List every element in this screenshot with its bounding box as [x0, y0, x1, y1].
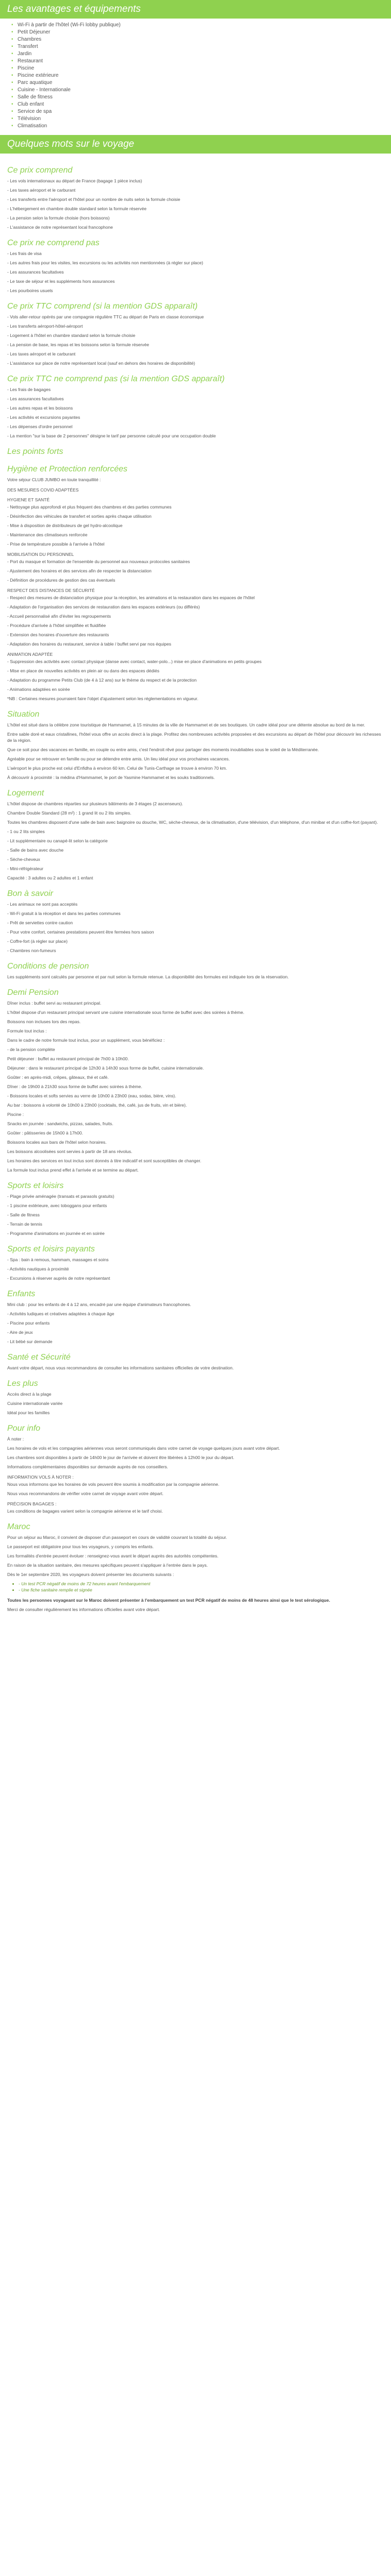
amenity-item: • Transfert	[11, 43, 384, 50]
paragraph: Entre sable doré et eaux cristallines, l'hôtel vous offre un accès direct à la plage. Profitez des nombreuses activités proposées et des excursions au départ de l'hôtel pour découvrir les richesses de la région.	[7, 732, 381, 743]
section-heading: Ce prix ne comprend pas	[7, 239, 100, 247]
paragraph: - Aire de jeux	[7, 1330, 33, 1335]
amenity-item: • Petit Déjeuner	[11, 29, 384, 36]
paragraph: - Coffre-fort (à régler sur place)	[7, 939, 68, 944]
paragraph: Capacité : 3 adultes ou 2 adultes et 1 enfant	[7, 875, 93, 880]
paragraph: - Les autres repas et les boissons	[7, 405, 73, 411]
section-heading: Ce prix TTC ne comprend pas (si la mention GDS apparaît)	[7, 375, 225, 383]
paragraph: - Salle de fitness	[7, 1212, 40, 1217]
subsection-caption: RESPECT DES DISTANCES DE SÉCURITÉ	[7, 588, 95, 593]
paragraph: Petit déjeuner : buffet au restaurant principal de 7h00 à 10h00.	[7, 1056, 129, 1061]
paragraph: Nous vous recommandons de vérifier votre carnet de voyage avant votre départ.	[7, 1491, 164, 1496]
paragraph: Les boissons alcoolisées sont servies à partir de 18 ans révolus.	[7, 1149, 133, 1154]
paragraph: - 1 ou 2 lits simples	[7, 829, 45, 834]
paragraph: - Nettoyage plus approfondi et plus fréquent des chambres et des parties communes	[7, 504, 172, 510]
amenity-item: • Cuisine - Internationale	[11, 87, 384, 94]
section-heading: Conditions de pension	[7, 962, 89, 971]
amenity-item: • Wi-Fi à partir de l'hôtel (Wi-Fi lobby publique)	[11, 22, 384, 29]
paragraph: Cuisine internationale variée	[7, 1401, 63, 1406]
paragraph: - Maintenance des climatiseurs renforcée	[7, 532, 88, 537]
paragraph: - Les taxes aéroport et le carburant	[7, 188, 76, 193]
paragraph: - Ajustement des horaires et des services afin de respecter la distanciation	[7, 568, 152, 573]
paragraph: - Les frais de visa	[7, 251, 42, 256]
paragraph: À noter :	[7, 1436, 24, 1442]
amenities-header: Les avantages et équipements	[0, 0, 391, 19]
paragraph: - L'assistance sur place de notre représentant local (sauf en dehors des horaires de disponibilité)	[7, 361, 196, 366]
section-heading: Logement	[7, 789, 44, 798]
info-header: Quelques mots sur le voyage	[0, 135, 391, 154]
paragraph: Idéal pour les familles	[7, 1410, 50, 1415]
paragraph: - Activités nautiques à proximité	[7, 1266, 69, 1272]
paragraph: Informations complémentaires disponibles sur demande auprès de nos conseillers.	[7, 1464, 168, 1469]
paragraph: - Adaptation des horaires du restaurant, service à table / buffet servi par nos équipes	[7, 641, 171, 647]
paragraph: - Adaptation du programme Petits Club (de 4 à 12 ans) sur le thème du respect et de la protection	[7, 677, 197, 683]
paragraph: Formule tout inclus :	[7, 1028, 47, 1033]
paragraph: - Lit supplémentaire ou canapé-lit selon la catégorie	[7, 838, 108, 843]
paragraph: Nous vous informons que les horaires de vols peuvent être soumis à modification par la compagnie aérienne.	[7, 1482, 220, 1487]
paragraph: - Salle de bains avec douche	[7, 848, 64, 853]
subsection-caption: INFORMATION VOLS À NOTER :	[7, 1475, 74, 1480]
paragraph: - Procédure d'arrivée à l'hôtel simplifiée et fluidifiée	[7, 623, 106, 628]
paragraph: Toutes les chambres disposent d'une salle de bain avec baignoire ou douche, WC, sèche-cheveux, de la climatisation, d'une télévision, d'un téléphone, d'un minibar et d'un coffre-fort (payant).	[7, 820, 378, 825]
paragraph: - Lit bébé sur demande	[7, 1339, 53, 1344]
paragraph: - Activités ludiques et créatives adaptées à chaque âge	[7, 1311, 115, 1316]
section-heading: Sports et loisirs	[7, 1181, 64, 1190]
notice-paragraph: Toutes les personnes voyageant sur le Maroc doivent présenter à l'embarquement un test PCR négatif de moins de 48 heures ainsi que le test sérologique.	[7, 1598, 330, 1603]
amenity-item: • Piscine extérieure	[11, 72, 384, 79]
subsection-caption: DES MESURES COVID ADAPTÉES	[7, 487, 79, 493]
paragraph: L'hôtel dispose de chambres réparties sur plusieurs bâtiments de 3 étages (2 ascenseurs).	[7, 801, 183, 806]
paragraph: - Spa : bain à remous, hammam, massages et soins	[7, 1257, 109, 1262]
paragraph: Boissons non incluses lors des repas.	[7, 1019, 81, 1024]
paragraph: Avant votre départ, nous vous recommandons de consulter les informations sanitaires officielles de votre destination.	[7, 1365, 234, 1370]
info-content	[0, 154, 391, 1626]
paragraph: - Les transferts aéroport-hôtel-aéroport	[7, 324, 83, 329]
paragraph: Boissons locales aux bars de l'hôtel selon horaires.	[7, 1140, 107, 1145]
paragraph: - Définition de procédures de gestion des cas éventuels	[7, 578, 116, 583]
section-heading: Les points forts	[7, 447, 63, 456]
paragraph: - Wi-Fi gratuit à la réception et dans les parties communes	[7, 911, 121, 916]
paragraph: - de la pension complète	[7, 1047, 55, 1052]
paragraph: La formule tout inclus prend effet à l'arrivée et se termine au départ.	[7, 1167, 139, 1173]
paragraph: Goûter : pâtisseries de 15h00 à 17h00.	[7, 1130, 83, 1136]
paragraph: - Extension des horaires d'ouverture des restaurants	[7, 632, 109, 637]
paragraph: Votre séjour CLUB JUMBO en toute tranquillité :	[7, 477, 101, 482]
requirement-item: • - Une fiche sanitaire remplie et signée	[19, 1587, 384, 1593]
paragraph: - Piscine pour enfants	[7, 1320, 50, 1326]
paragraph: - La pension de base, les repas et les boissons selon la formule réservée	[7, 342, 149, 347]
amenity-item: • Piscine	[11, 65, 384, 72]
section-heading: Ce prix TTC comprend (si la mention GDS apparaît)	[7, 302, 198, 311]
amenity-item: • Télévision	[11, 115, 384, 123]
paragraph: - Terrain de tennis	[7, 1222, 42, 1227]
paragraph: - 1 piscine extérieure, avec toboggans pour enfants	[7, 1203, 107, 1208]
paragraph: - Mise en place de nouvelles activités en plein air ou dans des espaces dédiés	[7, 668, 159, 673]
paragraph: Dans le cadre de notre formule tout inclus, pour un supplément, vous bénéficiez :	[7, 1038, 165, 1043]
paragraph: Dîner : de 19h00 à 21h30 sous forme de buffet avec soirées à thème.	[7, 1084, 142, 1089]
paragraph: Les horaires de vols et les compagnies aériennes vous seront communiqués dans votre carnet de voyage quelques jours avant votre départ.	[7, 1446, 280, 1451]
paragraph: - Les animaux ne sont pas acceptés	[7, 902, 78, 907]
section-heading: Ce prix comprend	[7, 166, 73, 175]
paragraph: - Boissons locales et softs servies au verre de 10h00 à 23h00 (eau, sodas, bière, vins).	[7, 1093, 176, 1098]
subsection-caption: MOBILISATION DU PERSONNEL	[7, 552, 74, 557]
subsection-caption: HYGIENE ET SANTÉ	[7, 497, 50, 502]
paragraph: Les conditions de bagages varient selon la compagnie aérienne et le tarif choisi.	[7, 1509, 163, 1514]
paragraph: Les suppléments sont calculés par personne et par nuit selon la formule retenue. La disponibilité des formules est indiquée lors de la réservation.	[7, 974, 289, 979]
section-heading: Bon à savoir	[7, 889, 53, 898]
paragraph: Chambre Double Standard (28 m²) : 1 grand lit ou 2 lits simples.	[7, 810, 132, 816]
paragraph: - Chambres non-fumeurs	[7, 948, 56, 953]
paragraph: - Les dépenses d'ordre personnel	[7, 424, 73, 429]
section-heading: Maroc	[7, 1522, 30, 1531]
paragraph: - Logement à l'hôtel en chambre standard selon la formule choisie	[7, 333, 136, 338]
paragraph: Dès le 1er septembre 2020, les voyageurs doivent présenter les documents suivants :	[7, 1572, 174, 1577]
amenity-item: • Jardin	[11, 50, 384, 58]
paragraph: Dîner inclus : buffet servi au restaurant principal.	[7, 1001, 102, 1006]
paragraph: *NB : Certaines mesures pourraient faire l'objet d'ajustement selon les réglementations en vigueur.	[7, 696, 199, 701]
paragraph: - Accueil personnalisé afin d'éviter les regroupements	[7, 614, 111, 619]
subsection-caption: ANIMATION ADAPTÉE	[7, 652, 53, 657]
paragraph: - Mini-réfrigérateur	[7, 866, 43, 871]
amenity-item: • Club enfant	[11, 101, 384, 108]
paragraph: - Désinfection des véhicules de transfert et sorties après chaque utilisation	[7, 514, 152, 519]
section-heading: Situation	[7, 710, 40, 719]
paragraph: Au bar : boissons à volonté de 10h00 à 23h00 (cocktails, thé, café, jus de fruits, vin et bière).	[7, 1103, 187, 1108]
section-heading: Demi Pension	[7, 988, 59, 997]
paragraph: Agréable pour se retrouver en famille ou pour se détendre entre amis. Un lieu idéal pour vos prochaines vacances.	[7, 756, 230, 761]
paragraph: - Port du masque et formation de l'ensemble du personnel aux nouveaux protocoles sanitaires	[7, 559, 190, 564]
paragraph: - Plage privée aménagée (transats et parasols gratuits)	[7, 1194, 115, 1199]
paragraph: - Pour votre confort, certaines prestations peuvent être fermées hors saison	[7, 929, 154, 935]
paragraph: - Animations adaptées en soirée	[7, 687, 70, 692]
paragraph: - Mise à disposition de distributeurs de gel hydro-alcoolique	[7, 523, 123, 528]
paragraph: - Excursions à réserver auprès de notre représentant	[7, 1276, 110, 1281]
section-heading: Santé et Sécurité	[7, 1353, 71, 1362]
paragraph: Snacks en journée : sandwichs, pizzas, salades, fruits.	[7, 1121, 113, 1126]
paragraph: - Les transferts entre l'aéroport et l'hôtel pour un nombre de nuits selon la formule choisie	[7, 197, 181, 202]
section-heading: Enfants	[7, 1290, 36, 1298]
paragraph: - L'hébergement en chambre double standard selon la formule réservée	[7, 206, 147, 211]
paragraph: - Les assurances facultatives	[7, 396, 64, 401]
amenity-item: • Parc aquatique	[11, 79, 384, 87]
amenity-item: • Chambres	[11, 36, 384, 43]
paragraph: - La mention "sur la base de 2 personnes" désigne le tarif par personne calculé pour une occupation double	[7, 433, 216, 438]
paragraph: Piscine :	[7, 1112, 24, 1117]
paragraph: - Les taxes aéroport et le carburant	[7, 351, 76, 357]
paragraph: Les chambres sont disponibles à partir de 14h00 le jour de l'arrivée et doivent être libérées à 12h00 le jour du départ.	[7, 1455, 235, 1460]
requirement-item: • - Un test PCR négatif de moins de 72 heures avant l'embarquement	[19, 1581, 384, 1587]
amenities-list	[0, 19, 391, 135]
paragraph: - Prise de température possible à l'arrivée à l'hôtel	[7, 541, 105, 547]
section-heading: Sports et loisirs payants	[7, 1245, 95, 1253]
section-heading: Les plus	[7, 1379, 38, 1388]
paragraph: Le passeport est obligatoire pour tous les voyageurs, y compris les enfants.	[7, 1544, 154, 1549]
paragraph: L'hôtel dispose d'un restaurant principal servant une cuisine internationale sous forme de buffet avec des soirées à thème.	[7, 1010, 245, 1015]
section-heading: Hygiène et Protection renforcées	[7, 465, 128, 473]
paragraph: L'hôtel est situé dans la célèbre zone touristique de Hammamet, à 15 minutes de la ville de Hammamet et de ses boutiques. Un cadre idéal pour une détente absolue au bord de la mer.	[7, 722, 365, 727]
paragraph: Goûter : en après-midi, crêpes, gâteaux, thé et café.	[7, 1075, 109, 1080]
paragraph: Merci de consulter régulièrement les informations officielles avant votre départ.	[7, 1607, 160, 1612]
paragraph: - Les assurances facultatives	[7, 269, 64, 275]
paragraph: - Les frais de bagages	[7, 387, 51, 392]
paragraph: - La pension selon la formule choisie (hors boissons)	[7, 215, 110, 221]
paragraph: L'aéroport le plus proche est celui d'Enfidha à environ 60 km. Celui de Tunis-Carthage se trouve à environ 70 km.	[7, 766, 227, 771]
paragraph: - Sèche-cheveux	[7, 857, 40, 862]
paragraph: Mini club : pour les enfants de 4 à 12 ans, encadré par une équipe d'animateurs francophones.	[7, 1302, 191, 1307]
paragraph: - Vols aller-retour opérés par une compagnie régulière TTC au départ de Paris en classe économique	[7, 314, 204, 319]
paragraph: - Les pourboires usuels	[7, 288, 53, 293]
paragraph: - Prêt de serviettes contre caution	[7, 920, 73, 925]
amenity-item: • Salle de fitness	[11, 94, 384, 101]
amenity-item: • Service de spa	[11, 108, 384, 115]
paragraph: En raison de la situation sanitaire, des mesures spécifiques peuvent s'appliquer à l'entrée dans le pays.	[7, 1563, 208, 1568]
paragraph: - Respect des mesures de distanciation physique pour la réception, les animations et la restauration dans les espaces de l'hôtel	[7, 595, 255, 600]
paragraph: - Le taxe de séjour et les suppléments hors assurances	[7, 279, 115, 284]
paragraph: - Adaptation de l'organisation des services de restauration dans les espaces extérieurs (ou différés)	[7, 604, 200, 609]
paragraph: Les horaires des services en tout inclus sont donnés à titre indicatif et sont susceptibles de changer.	[7, 1158, 202, 1163]
paragraph: - Les autres frais pour les visites, les excursions ou les activités non mentionnées (à régler sur place)	[7, 260, 203, 265]
paragraph: Accès direct à la plage	[7, 1392, 52, 1397]
requirements-list	[19, 1581, 384, 1593]
paragraph: Déjeuner : dans le restaurant principal de 12h30 à 14h30 sous forme de buffet, cuisine internationale.	[7, 1065, 204, 1071]
paragraph: - Les vols internationaux au départ de France (bagage 1 pièce inclus)	[7, 178, 142, 183]
subsection-caption: PRÉCISION BAGAGES :	[7, 1501, 57, 1506]
paragraph: - L'assistance de notre représentant local francophone	[7, 225, 113, 230]
amenity-item: • Restaurant	[11, 58, 384, 65]
paragraph: - Suppression des activités avec contact physique (danse avec contact, water-polo...) mise en place d'animations en petits groupes	[7, 659, 262, 664]
paragraph: Que ce soit pour des vacances en famille, en couple ou entre amis, c'est l'endroit rêvé pour partager des moments inoubliables sous le soleil de la Méditerranée.	[7, 747, 319, 752]
amenity-item: • Climatisation	[11, 123, 384, 130]
paragraph: À découvrir à proximité : la médina d'Hammamet, le port de Yasmine Hammamet et les souks traditionnels.	[7, 775, 215, 780]
paragraph: - Les activités et excursions payantes	[7, 415, 80, 420]
section-heading: Pour info	[7, 1424, 41, 1433]
paragraph: Pour un séjour au Maroc, il convient de disposer d'un passeport en cours de validité couvrant la totalité du séjour.	[7, 1535, 227, 1540]
paragraph: - Programme d'animations en journée et en soirée	[7, 1231, 105, 1236]
paragraph: Les formalités d'entrée peuvent évoluer : renseignez-vous avant le départ auprès des autorités compétentes.	[7, 1553, 219, 1558]
